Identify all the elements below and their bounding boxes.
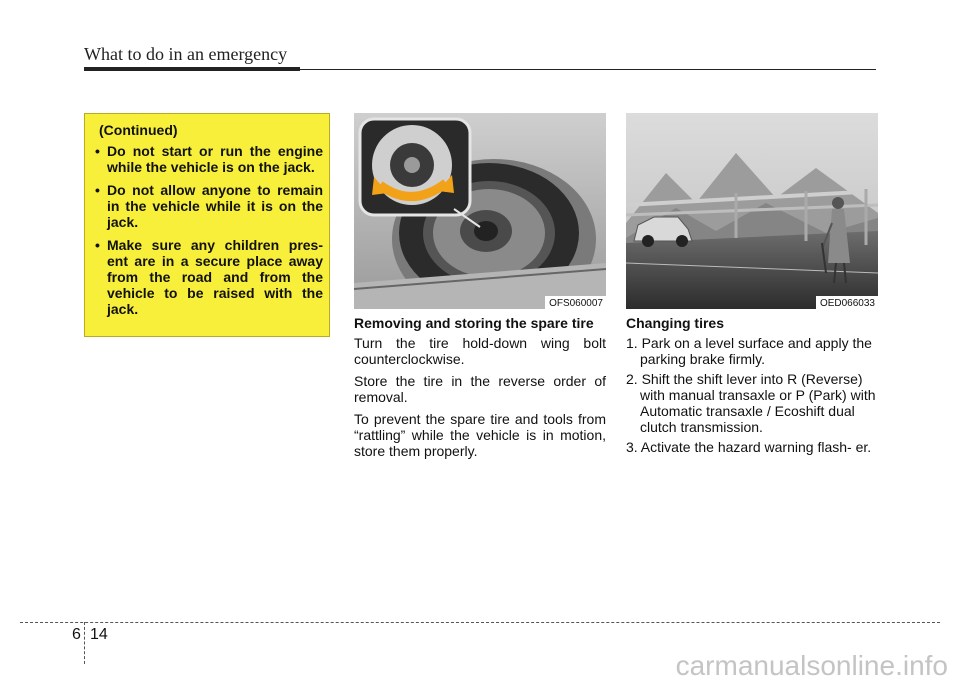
roadside-drawing <box>626 113 878 309</box>
header-rule <box>84 67 300 71</box>
step-item: 3. Activate the hazard warning flash- er. <box>626 439 872 455</box>
header-rule-thin <box>300 69 876 70</box>
changing-tires-section <box>626 315 878 459</box>
warning-continued-label: (Continued) <box>99 122 178 138</box>
roadside-illustration <box>626 113 878 309</box>
warning-item: • Do not allow anyone to remain in the vehicle while it is on the jack. <box>91 182 323 230</box>
footer-rule <box>20 622 940 623</box>
footer-divider <box>84 622 85 664</box>
step-item: 2. Shift the shift lever into R (Reverse) with manual transaxle or P (Park) with Automatic transaxle / Ecoshift dual clutch transmission. <box>626 371 876 435</box>
figure-code: OFS060007 <box>545 296 606 309</box>
step-item: 1. Park on a level surface and apply the parking brake firmly. <box>626 335 872 367</box>
chapter-number: 6 <box>72 626 81 643</box>
watermark: carmanualsonline.info <box>675 650 948 681</box>
paragraph: To prevent the spare tire and tools from “rattling” while the vehicle is in motion, store them properly. <box>354 411 606 459</box>
warning-list <box>91 143 323 317</box>
warning-box <box>84 113 330 337</box>
paragraph: Store the tire in the reverse order of removal. <box>354 373 606 405</box>
spare-tire-illustration <box>354 113 606 309</box>
paragraph: Turn the tire hold-down wing bolt counterclockwise. <box>354 335 606 367</box>
warning-item: • Make sure any children pres- ent are in a secure place away from the road and from the vehicle to be raised with the jack. <box>91 237 323 317</box>
steps-list <box>626 335 878 455</box>
warning-item: • Do not start or run the engine while the vehicle is on the jack. <box>91 143 323 175</box>
section-heading: Removing and storing the spare tire <box>354 315 594 331</box>
page-number: 14 <box>90 626 108 643</box>
spare-tire-section <box>354 315 606 465</box>
spare-tire-drawing <box>354 113 606 309</box>
figure-code: OED066033 <box>816 296 878 309</box>
section-heading: Changing tires <box>626 315 725 331</box>
page-header-title: What to do in an emergency <box>84 44 288 64</box>
